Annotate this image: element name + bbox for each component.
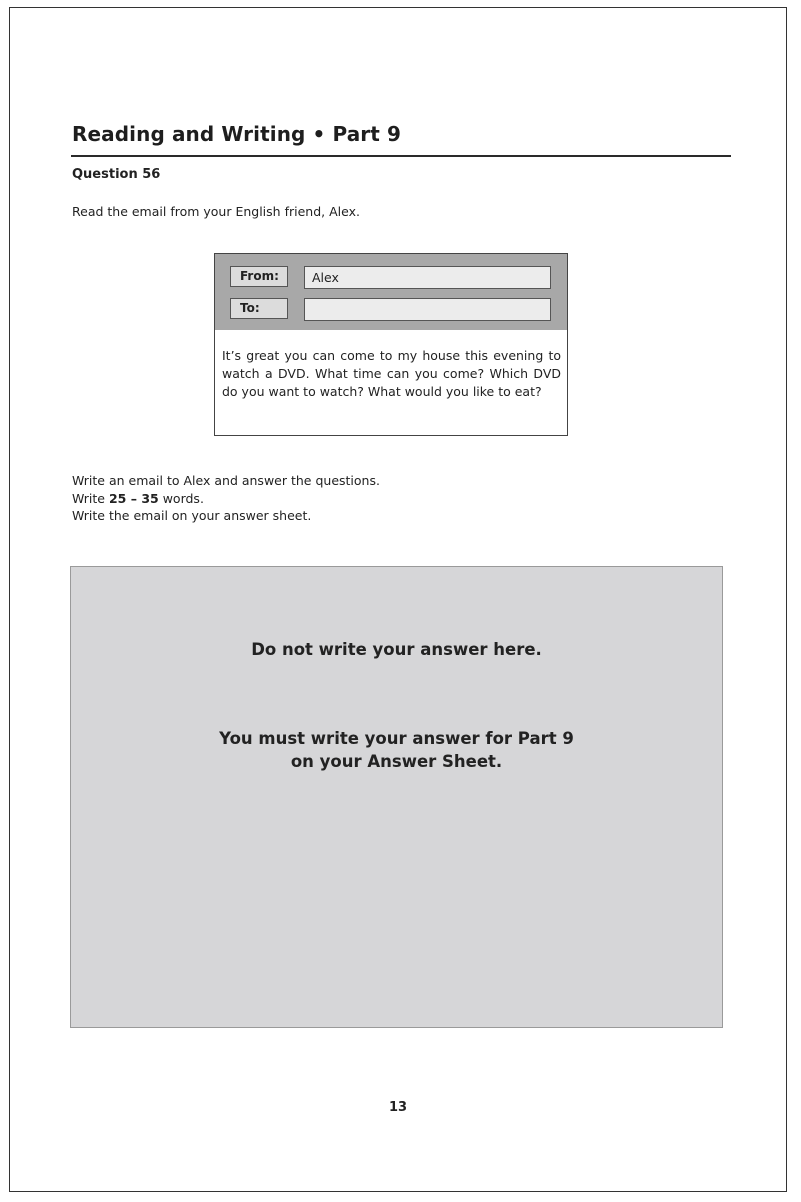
title-divider bbox=[71, 155, 731, 157]
to-label: To: bbox=[230, 298, 288, 319]
answer-box bbox=[70, 566, 723, 1028]
word-count: 25 – 35 bbox=[108, 490, 159, 506]
task-line-3: Write the email on your answer sheet. bbox=[72, 508, 312, 523]
instruction-text: Read the email from your English friend, Alex. bbox=[72, 204, 360, 219]
email-card bbox=[214, 253, 568, 436]
task-instructions bbox=[72, 472, 380, 525]
from-field: Alex bbox=[304, 266, 551, 289]
task-line-2 bbox=[72, 490, 380, 508]
answer-sheet-line-1: You must write your answer for Part 9 bbox=[219, 729, 574, 748]
to-field bbox=[304, 298, 551, 321]
task-line-2-prefix: Write bbox=[72, 490, 109, 506]
from-label: From: bbox=[230, 266, 288, 287]
answer-sheet-line-2: on your Answer Sheet. bbox=[290, 752, 503, 771]
task-line-2-suffix: words. bbox=[158, 490, 204, 506]
do-not-write-notice: Do not write your answer here. bbox=[251, 640, 542, 659]
task-line-1: Write an email to Alex and answer the questions. bbox=[72, 473, 380, 488]
answer-sheet-notice bbox=[71, 727, 722, 773]
page-number: 13 bbox=[388, 1100, 408, 1115]
page-title: Reading and Writing • Part 9 bbox=[72, 122, 401, 146]
email-body: It’s great you can come to my house this evening to watch a DVD. What time can you come? Which DVD do you want to watch? What would you like to eat? bbox=[222, 348, 561, 399]
email-header bbox=[215, 254, 567, 330]
question-label: Question 56 bbox=[72, 167, 161, 182]
